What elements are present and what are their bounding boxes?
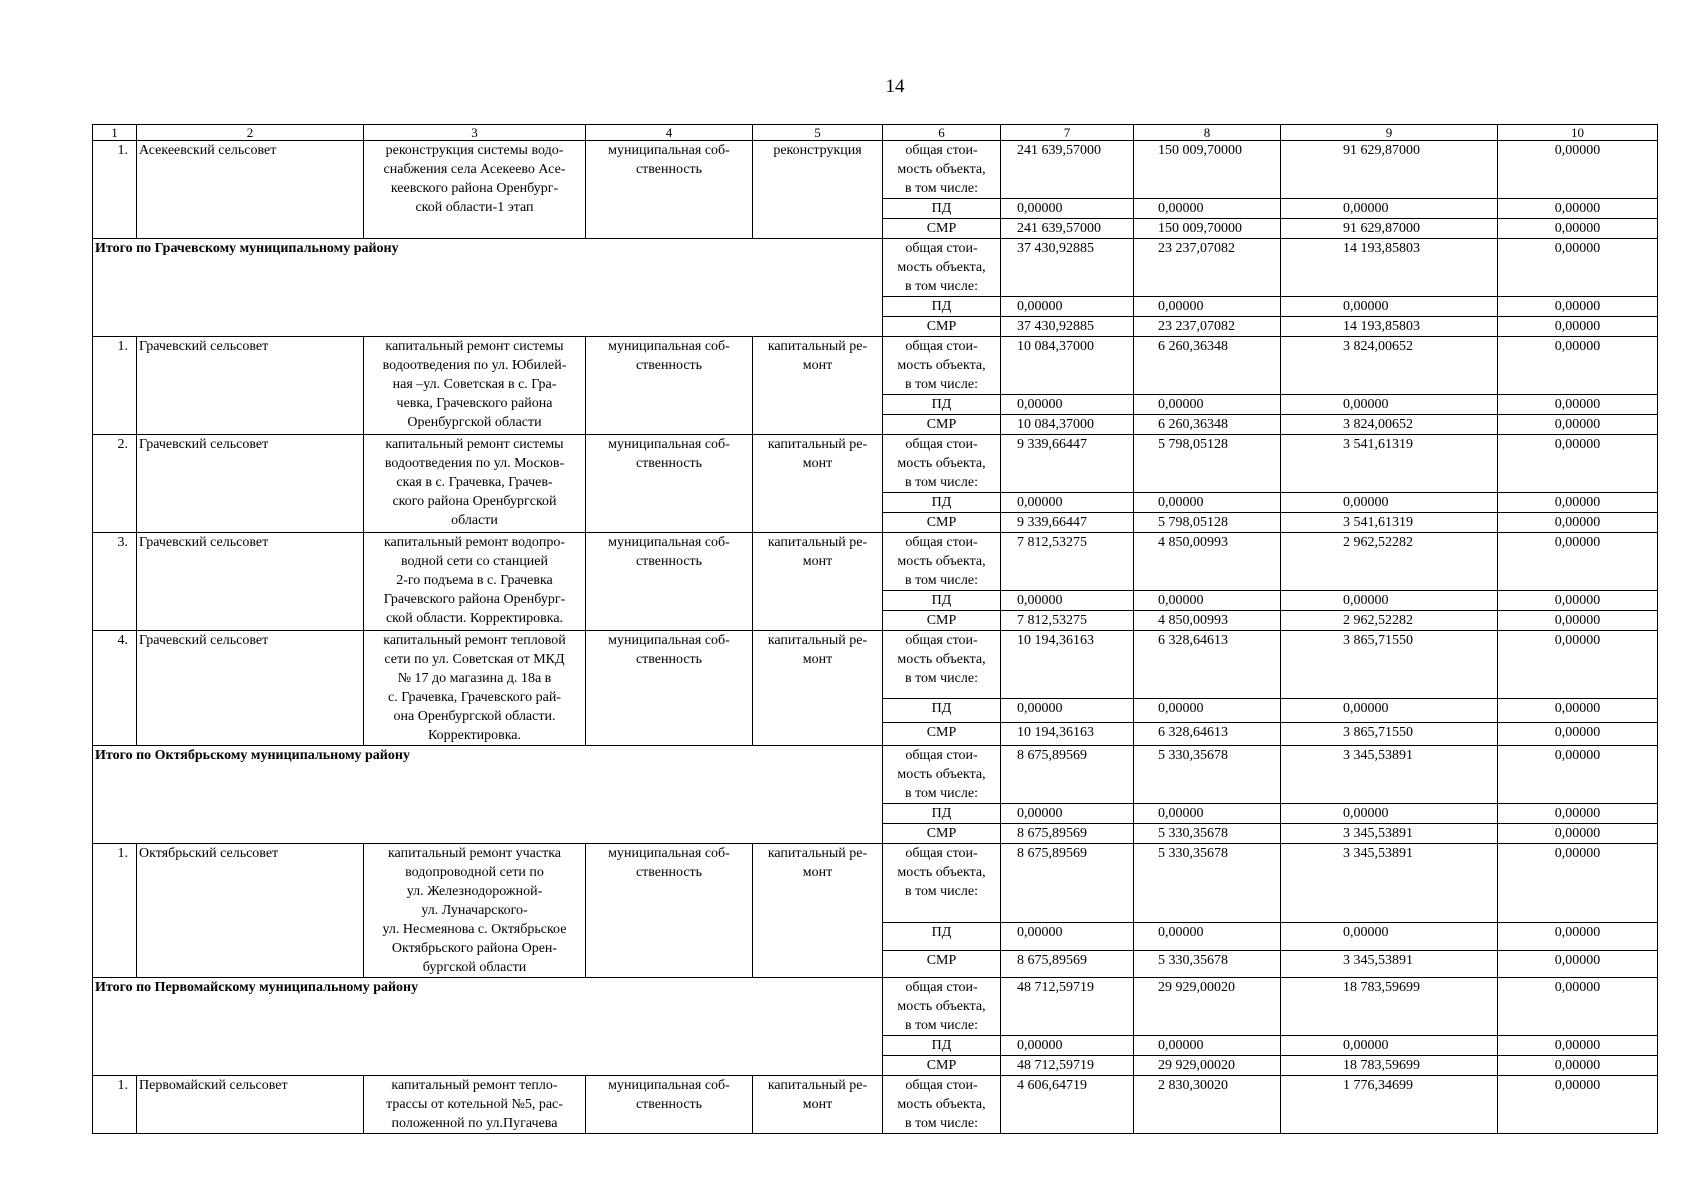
amount-col8: 29 929,00020 [1134, 1056, 1281, 1076]
amount-col7: 0,00000 [1001, 493, 1134, 513]
column-number: 2 [137, 125, 364, 141]
work-kind: капитальный ре- монт [753, 844, 883, 978]
cost-type-pd: ПД [883, 923, 1001, 950]
item-index: 1. [93, 844, 137, 978]
total-row [93, 978, 1658, 1036]
amount-col7: 9 339,66447 [1001, 435, 1134, 493]
amount-col10: 0,00000 [1498, 923, 1658, 950]
amount-col10: 0,00000 [1498, 722, 1658, 745]
amount-col7: 0,00000 [1001, 199, 1134, 219]
amount-col8: 5 330,35678 [1134, 844, 1281, 923]
amount-col10: 0,00000 [1498, 591, 1658, 611]
cost-type-pd: ПД [883, 1036, 1001, 1056]
cost-type-smr: СМР [883, 317, 1001, 337]
amount-col8: 0,00000 [1134, 493, 1281, 513]
column-number: 3 [364, 125, 586, 141]
column-number: 9 [1281, 125, 1498, 141]
item-index: 4. [93, 631, 137, 746]
amount-col8: 5 798,05128 [1134, 435, 1281, 493]
amount-col8: 5 798,05128 [1134, 513, 1281, 533]
table-row [93, 435, 1658, 493]
amount-col10: 0,00000 [1498, 513, 1658, 533]
amount-col8: 0,00000 [1134, 804, 1281, 824]
amount-col9: 18 783,59699 [1281, 1056, 1498, 1076]
work-kind: капитальный ре- монт [753, 631, 883, 746]
amount-col8: 23 237,07082 [1134, 317, 1281, 337]
amount-col10: 0,00000 [1498, 297, 1658, 317]
amount-col9: 2 962,52282 [1281, 611, 1498, 631]
amount-col9: 14 193,85803 [1281, 239, 1498, 297]
cost-type-total: общая стои- мость объекта, в том числе: [883, 1076, 1001, 1134]
municipality-name: Октябрьский сельсовет [137, 844, 364, 978]
work-kind: капитальный ре- монт [753, 533, 883, 631]
amount-col10: 0,00000 [1498, 239, 1658, 297]
amount-col10: 0,00000 [1498, 1036, 1658, 1056]
amount-col10: 0,00000 [1498, 337, 1658, 395]
amount-col8: 5 330,35678 [1134, 746, 1281, 804]
amount-col7: 0,00000 [1001, 923, 1134, 950]
amount-col7: 48 712,59719 [1001, 1056, 1134, 1076]
amount-col9: 0,00000 [1281, 1036, 1498, 1056]
amount-col8: 0,00000 [1134, 923, 1281, 950]
amount-col9: 0,00000 [1281, 923, 1498, 950]
amount-col10: 0,00000 [1498, 1056, 1658, 1076]
column-number: 4 [586, 125, 753, 141]
amount-col8: 5 330,35678 [1134, 824, 1281, 844]
column-number: 10 [1498, 125, 1658, 141]
amount-col7: 10 194,36163 [1001, 631, 1134, 699]
amount-col7: 8 675,89569 [1001, 746, 1134, 804]
ownership-type: муниципальная соб- ственность [586, 337, 753, 435]
work-description: капитальный ремонт системы водоотведения по ул. Москов- ская в с. Грачевка, Грачев- ского района Оренбургской области [364, 435, 586, 533]
amount-col10: 0,00000 [1498, 804, 1658, 824]
cost-type-pd: ПД [883, 297, 1001, 317]
cost-type-smr: СМР [883, 611, 1001, 631]
amount-col9: 2 962,52282 [1281, 533, 1498, 591]
cost-type-pd: ПД [883, 493, 1001, 513]
cost-type-total: общая стои- мость объекта, в том числе: [883, 533, 1001, 591]
amount-col10: 0,00000 [1498, 950, 1658, 977]
table-body [93, 125, 1658, 1134]
amount-col10: 0,00000 [1498, 844, 1658, 923]
amount-col7: 0,00000 [1001, 1036, 1134, 1056]
amount-col9: 3 345,53891 [1281, 844, 1498, 923]
table-row [93, 337, 1658, 395]
amount-col9: 0,00000 [1281, 804, 1498, 824]
amount-col8: 4 850,00993 [1134, 533, 1281, 591]
municipality-name: Первомайский сельсовет [137, 1076, 364, 1134]
page-number: 14 [885, 76, 905, 97]
cost-type-total: общая стои- мость объекта, в том числе: [883, 746, 1001, 804]
cost-type-smr: СМР [883, 219, 1001, 239]
amount-col9: 0,00000 [1281, 699, 1498, 722]
municipality-name: Грачевский сельсовет [137, 631, 364, 746]
district-total-title: Итого по Грачевскому муниципальному району [93, 239, 883, 337]
cost-type-total: общая стои- мость объекта, в том числе: [883, 844, 1001, 923]
amount-col7: 10 194,36163 [1001, 722, 1134, 745]
cost-type-smr: СМР [883, 824, 1001, 844]
amount-col7: 7 812,53275 [1001, 611, 1134, 631]
amount-col8: 6 260,36348 [1134, 415, 1281, 435]
amount-col9: 3 541,61319 [1281, 435, 1498, 493]
amount-col10: 0,00000 [1498, 746, 1658, 804]
amount-col7: 37 430,92885 [1001, 239, 1134, 297]
amount-col7: 4 606,64719 [1001, 1076, 1134, 1134]
amount-col8: 150 009,70000 [1134, 219, 1281, 239]
amount-col7: 10 084,37000 [1001, 337, 1134, 395]
table-row [93, 141, 1658, 199]
cost-type-smr: СМР [883, 722, 1001, 745]
total-row [93, 239, 1658, 297]
cost-type-smr: СМР [883, 950, 1001, 977]
item-index: 1. [93, 141, 137, 239]
amount-col8: 6 260,36348 [1134, 337, 1281, 395]
amount-col9: 0,00000 [1281, 395, 1498, 415]
amount-col7: 241 639,57000 [1001, 219, 1134, 239]
amount-col9: 0,00000 [1281, 493, 1498, 513]
amount-col9: 3 345,53891 [1281, 746, 1498, 804]
amount-col10: 0,00000 [1498, 415, 1658, 435]
amount-col8: 0,00000 [1134, 297, 1281, 317]
amount-col7: 241 639,57000 [1001, 141, 1134, 199]
amount-col9: 0,00000 [1281, 297, 1498, 317]
ownership-type: муниципальная соб- ственность [586, 844, 753, 978]
amount-col8: 5 330,35678 [1134, 950, 1281, 977]
amount-col9: 3 865,71550 [1281, 722, 1498, 745]
amount-col8: 0,00000 [1134, 199, 1281, 219]
cost-type-pd: ПД [883, 804, 1001, 824]
amount-col7: 10 084,37000 [1001, 415, 1134, 435]
amount-col7: 8 675,89569 [1001, 844, 1134, 923]
cost-type-smr: СМР [883, 1056, 1001, 1076]
amount-col8: 2 830,30020 [1134, 1076, 1281, 1134]
cost-type-smr: СМР [883, 415, 1001, 435]
cost-type-total: общая стои- мость объекта, в том числе: [883, 141, 1001, 199]
amount-col9: 3 345,53891 [1281, 950, 1498, 977]
amount-col9: 3 824,00652 [1281, 337, 1498, 395]
column-number: 1 [93, 125, 137, 141]
cost-type-total: общая стои- мость объекта, в том числе: [883, 435, 1001, 493]
amount-col8: 0,00000 [1134, 591, 1281, 611]
work-description: капитальный ремонт системы водоотведения по ул. Юбилей- ная –ул. Советская в с. Гра- чевка, Грачевского района Оренбургской области [364, 337, 586, 435]
cost-type-total: общая стои- мость объекта, в том числе: [883, 239, 1001, 297]
amount-col10: 0,00000 [1498, 219, 1658, 239]
amount-col8: 0,00000 [1134, 1036, 1281, 1056]
cost-type-total: общая стои- мость объекта, в том числе: [883, 978, 1001, 1036]
amount-col9: 91 629,87000 [1281, 141, 1498, 199]
amount-col9: 1 776,34699 [1281, 1076, 1498, 1134]
work-kind: реконструкция [753, 141, 883, 239]
work-description: капитальный ремонт тепло- трассы от котельной №5, рас- положенной по ул.Пугачева [364, 1076, 586, 1134]
amount-col10: 0,00000 [1498, 978, 1658, 1036]
table-row [93, 631, 1658, 699]
amount-col10: 0,00000 [1498, 395, 1658, 415]
ownership-type: муниципальная соб- ственность [586, 1076, 753, 1134]
amount-col9: 18 783,59699 [1281, 978, 1498, 1036]
cost-type-total: общая стои- мость объекта, в том числе: [883, 631, 1001, 699]
cost-type-pd: ПД [883, 699, 1001, 722]
amount-col10: 0,00000 [1498, 533, 1658, 591]
amount-col8: 150 009,70000 [1134, 141, 1281, 199]
amount-col7: 37 430,92885 [1001, 317, 1134, 337]
column-number: 6 [883, 125, 1001, 141]
amount-col9: 3 345,53891 [1281, 824, 1498, 844]
amount-col10: 0,00000 [1498, 824, 1658, 844]
amount-col7: 0,00000 [1001, 699, 1134, 722]
cost-type-smr: СМР [883, 513, 1001, 533]
amount-col7: 0,00000 [1001, 804, 1134, 824]
work-kind: капитальный ре- монт [753, 435, 883, 533]
amount-col7: 0,00000 [1001, 395, 1134, 415]
amount-col8: 4 850,00993 [1134, 611, 1281, 631]
municipality-name: Асекеевский сельсовет [137, 141, 364, 239]
municipality-name: Грачевский сельсовет [137, 533, 364, 631]
item-index: 2. [93, 435, 137, 533]
amount-col8: 0,00000 [1134, 699, 1281, 722]
amount-col7: 8 675,89569 [1001, 950, 1134, 977]
amount-col7: 9 339,66447 [1001, 513, 1134, 533]
table-row [93, 1076, 1658, 1134]
table-row [93, 533, 1658, 591]
ownership-type: муниципальная соб- ственность [586, 533, 753, 631]
amount-col10: 0,00000 [1498, 699, 1658, 722]
amount-col8: 0,00000 [1134, 395, 1281, 415]
amount-col10: 0,00000 [1498, 435, 1658, 493]
work-description: реконструкция системы водо- снабжения села Асекеево Асе- кеевского района Оренбург- ской области-1 этап [364, 141, 586, 239]
work-kind: капитальный ре- монт [753, 337, 883, 435]
amount-col10: 0,00000 [1498, 493, 1658, 513]
amount-col8: 23 237,07082 [1134, 239, 1281, 297]
item-index: 3. [93, 533, 137, 631]
amount-col8: 29 929,00020 [1134, 978, 1281, 1036]
amount-col9: 0,00000 [1281, 591, 1498, 611]
amount-col9: 0,00000 [1281, 199, 1498, 219]
amount-col10: 0,00000 [1498, 141, 1658, 199]
work-description: капитальный ремонт тепловой сети по ул. Советская от МКД № 17 до магазина д. 18а в с. Грачевка, Грачевского рай- она Оренбургской области. Корректировка. [364, 631, 586, 746]
financing-table [92, 124, 1658, 1134]
amount-col7: 0,00000 [1001, 591, 1134, 611]
total-row [93, 746, 1658, 804]
amount-col9: 3 541,61319 [1281, 513, 1498, 533]
amount-col8: 6 328,64613 [1134, 631, 1281, 699]
amount-col10: 0,00000 [1498, 631, 1658, 699]
item-index: 1. [93, 337, 137, 435]
amount-col7: 0,00000 [1001, 297, 1134, 317]
item-index: 1. [93, 1076, 137, 1134]
ownership-type: муниципальная соб- ственность [586, 141, 753, 239]
amount-col10: 0,00000 [1498, 1076, 1658, 1134]
amount-col7: 48 712,59719 [1001, 978, 1134, 1036]
amount-col10: 0,00000 [1498, 317, 1658, 337]
amount-col9: 91 629,87000 [1281, 219, 1498, 239]
column-number: 7 [1001, 125, 1134, 141]
amount-col9: 14 193,85803 [1281, 317, 1498, 337]
work-kind: капитальный ре- монт [753, 1076, 883, 1134]
work-description: капитальный ремонт водопро- водной сети со станцией 2-го подъема в с. Грачевка Грачевского района Оренбург- ской области. Корректировка. [364, 533, 586, 631]
amount-col10: 0,00000 [1498, 199, 1658, 219]
column-number: 5 [753, 125, 883, 141]
municipality-name: Грачевский сельсовет [137, 337, 364, 435]
amount-col9: 3 865,71550 [1281, 631, 1498, 699]
amount-col8: 6 328,64613 [1134, 722, 1281, 745]
amount-col9: 3 824,00652 [1281, 415, 1498, 435]
cost-type-pd: ПД [883, 591, 1001, 611]
cost-type-pd: ПД [883, 395, 1001, 415]
work-description: капитальный ремонт участка водопроводной сети по ул. Железнодорожной- ул. Луначарского- ул. Несмеянова с. Октябрьское Октябрьского района Орен- бургской области [364, 844, 586, 978]
column-number: 8 [1134, 125, 1281, 141]
header-row [93, 125, 1658, 141]
cost-type-total: общая стои- мость объекта, в том числе: [883, 337, 1001, 395]
amount-col10: 0,00000 [1498, 611, 1658, 631]
cost-type-pd: ПД [883, 199, 1001, 219]
table-row [93, 844, 1658, 923]
ownership-type: муниципальная соб- ственность [586, 631, 753, 746]
amount-col7: 8 675,89569 [1001, 824, 1134, 844]
district-total-title: Итого по Первомайскому муниципальному району [93, 978, 883, 1076]
ownership-type: муниципальная соб- ственность [586, 435, 753, 533]
amount-col7: 7 812,53275 [1001, 533, 1134, 591]
municipality-name: Грачевский сельсовет [137, 435, 364, 533]
district-total-title: Итого по Октябрьскому муниципальному району [93, 746, 883, 844]
